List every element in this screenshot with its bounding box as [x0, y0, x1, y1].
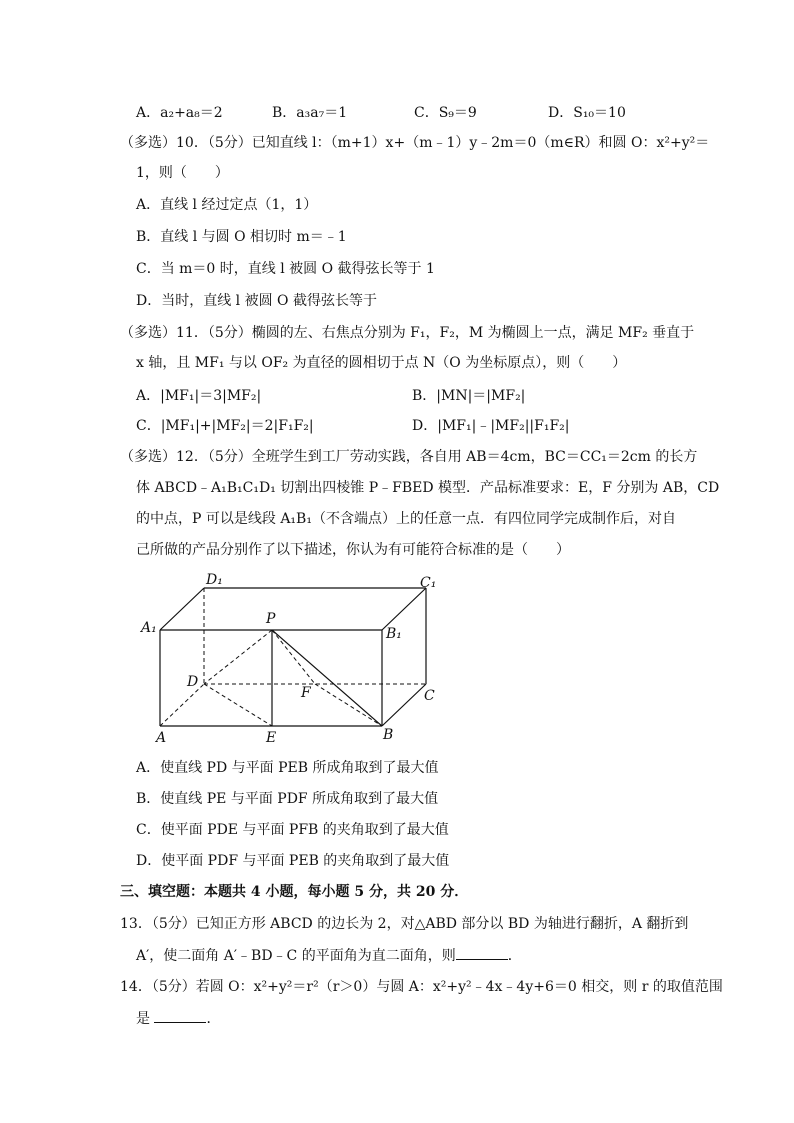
q12-stem-line1: （多选）12．（5分）全班学生到工厂劳动实践，各自用 AB＝4cm，BC＝CC₁＝2cm 的长方	[120, 449, 698, 465]
q9-option-a: A．a₂+a₈＝2	[136, 105, 223, 121]
q9-option-c: C．S₉＝9	[414, 105, 477, 121]
q13-line1: 13．（5分）已知正方形 ABCD 的边长为 2，对△ABD 部分以 BD 为轴进行翻折，A 翻折到	[120, 916, 689, 932]
q11-option-c: C．|MF₁|+|MF₂|＝2|F₁F₂|	[136, 418, 314, 434]
q12-option-c: C．使平面 PDE 与平面 PFB 的夹角取到了最大值	[136, 822, 449, 838]
q14-line2	[136, 1008, 220, 1029]
q12-option-b: B．使直线 PE 与平面 PDF 所成角取到了最大值	[136, 791, 439, 807]
q10-stem-line2: 1，则（ ）	[136, 165, 229, 181]
label-a1: A₁	[141, 620, 157, 636]
q14-line2-text: 是	[136, 1011, 150, 1027]
edge-b-c	[382, 684, 426, 726]
q14-line2-end: ．	[206, 1011, 221, 1027]
label-f: F	[301, 685, 311, 701]
edge-f-b-hidden	[315, 684, 382, 726]
label-d: D	[187, 674, 199, 690]
q10-stem-line1: （多选）10．（5分）已知直线 l：（m+1）x+（m﹣1）y﹣2m＝0（m∈R）和圆 O：x²+y²＝	[120, 135, 710, 151]
edge-a-d-hidden	[160, 684, 204, 726]
label-p: P	[266, 611, 276, 627]
q12-stem-line3: 的中点，P 可以是线段 A₁B₁（不含端点）上的任意一点．有四位同学完成制作后，对自	[136, 511, 676, 527]
q11-stem-line2: x 轴，且 MF₁ 与以 OF₂ 为直径的圆相切于点 N（O 为坐标原点），则（ ）	[136, 355, 627, 371]
label-d1: D₁	[206, 572, 223, 588]
q12-stem-line2: 体 ABCD﹣A₁B₁C₁D₁ 切割出四棱锥 P﹣FBED 模型．产品标准要求：E，F 分别为 AB，CD	[136, 480, 720, 496]
edge-a1-d1	[160, 588, 204, 630]
q13-answer-blank[interactable]	[456, 945, 508, 960]
label-e: E	[266, 730, 277, 746]
q13-line2-text: A′，使二面角 A′﹣BD﹣C 的平面角为直二面角，则	[136, 948, 456, 964]
q12-option-a: A．使直线 PD 与平面 PEB 所成角取到了最大值	[136, 760, 439, 776]
q11-option-b: B．|MN|＝|MF₂|	[412, 388, 526, 404]
q14-line1: 14．（5分）若圆 O：x²+y²＝r²（r＞0）与圆 A：x²+y²﹣4x﹣4y+6＝0 相交，则 r 的取值范围	[120, 979, 723, 995]
q10-option-b: B．直线 l 与圆 O 相切时 m＝﹣1	[136, 229, 347, 245]
q9-option-b: B．a₃a₇＝1	[272, 105, 348, 121]
q9-option-d: D．S₁₀＝10	[548, 105, 626, 121]
edge-p-b	[272, 630, 382, 726]
q10-option-a: A．直线 l 经过定点（1，1）	[136, 197, 318, 213]
section3-heading: 三、填空题：本题共 4 小题，每小题 5 分，共 20 分．	[120, 884, 469, 900]
q10-option-d: D．当时，直线 l 被圆 O 截得弦长等于	[136, 293, 377, 309]
edge-p-f-hidden	[272, 630, 315, 684]
label-c1: C₁	[420, 575, 437, 591]
edge-d-e-hidden	[204, 684, 272, 726]
q10-option-c: C．当 m＝0 时，直线 l 被圆 O 截得弦长等于 1	[136, 261, 435, 277]
label-a: A	[156, 730, 167, 746]
q11-stem-line1: （多选）11．（5分）椭圆的左、右焦点分别为 F₁，F₂，M 为椭圆上一点，满足 MF₂ 垂直于	[120, 325, 695, 341]
edge-p-d-hidden	[204, 630, 272, 684]
q13-line2	[136, 945, 522, 966]
q11-option-a: A．|MF₁|＝3|MF₂|	[136, 388, 262, 404]
edge-b1-c1	[382, 588, 426, 630]
q13-line2-end: ．	[507, 948, 522, 964]
q12-option-d: D．使平面 PDF 与平面 PEB 的夹角取到了最大值	[136, 853, 450, 869]
q14-answer-blank[interactable]	[154, 1008, 206, 1023]
label-b1: B₁	[386, 626, 402, 642]
label-b: B	[383, 727, 394, 743]
label-c: C	[424, 688, 435, 704]
q11-option-d: D．|MF₁|﹣|MF₂||F₁F₂|	[412, 418, 570, 434]
q12-stem-line4: 己所做的产品分别作了以下描述，你认为有可能符合标准的是（ ）	[136, 542, 570, 558]
